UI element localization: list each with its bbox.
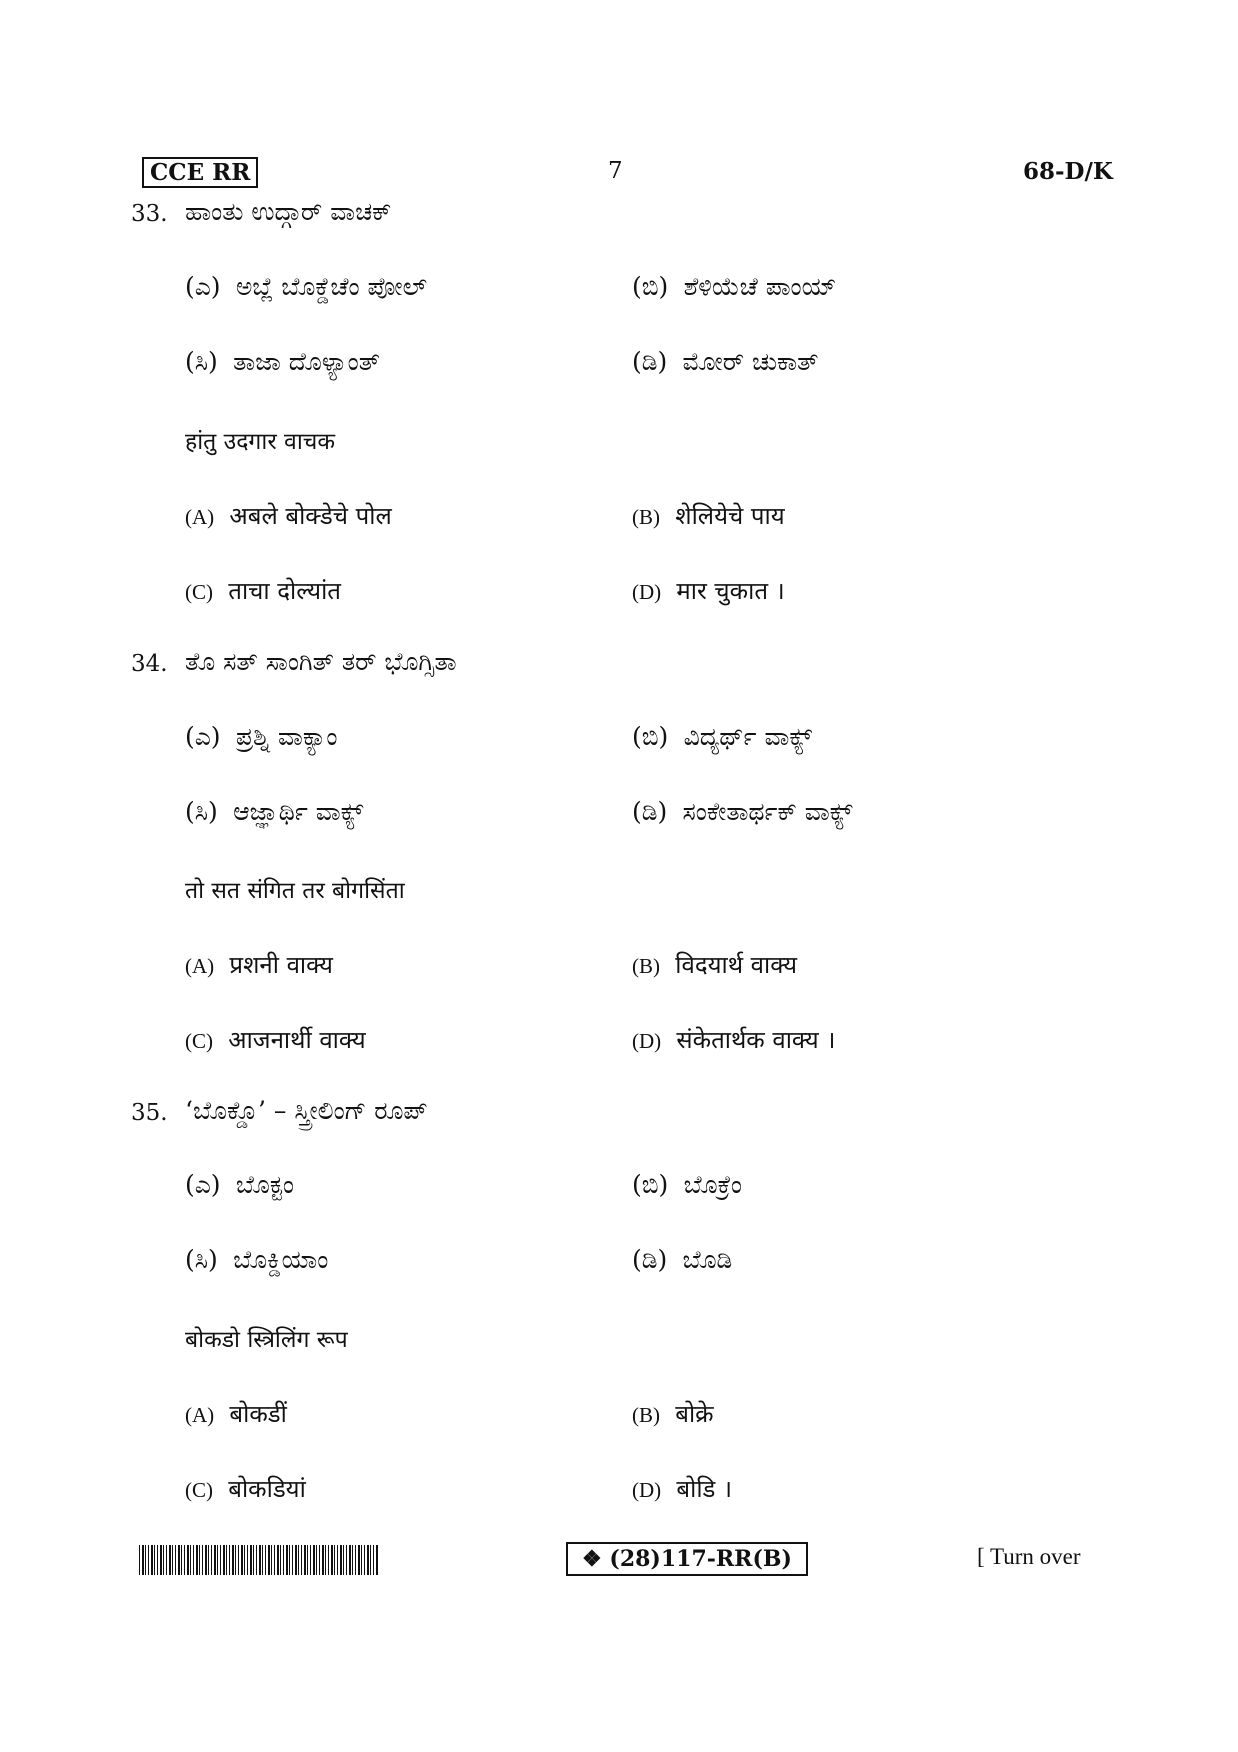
- header-box: CCE RR: [142, 157, 258, 188]
- option-hindi: (A) बोकडीं: [185, 1400, 287, 1428]
- option-hindi: (B) शेलियेचे पाय: [632, 502, 785, 530]
- turn-over-text: [ Turn over: [977, 1544, 1081, 1569]
- option-hindi: (D) संकेतार्थक वाक्य ।: [632, 1026, 836, 1054]
- option-hindi: (D) बोडि ।: [632, 1475, 733, 1503]
- question-number: 33.: [131, 201, 168, 227]
- option-hindi: (B) बोक्रे: [632, 1400, 714, 1428]
- question-stem-kannada: ತೊ ಸತ್ ಸಾಂಗಿತ್ ತರ್ ಭೊಗ್ಸಿತಾ: [185, 647, 457, 676]
- option-hindi: (A) अबले बोक्डेचे पोल: [185, 502, 392, 530]
- option-kannada: (ಸಿ) ತಾಜಾ ದೊಳ್ಯಾಂತ್: [185, 347, 381, 376]
- option-kannada: (ಎ) ಅಬ್ಲೆ ಬೊಕ್ಡೆಚೆಂ ಪೋಲ್: [185, 272, 427, 301]
- option-kannada: (ಡಿ) ಸಂಕೇತಾರ್ಥಕ್ ವಾಕ್ಯ್: [632, 797, 853, 826]
- barcode: [139, 1545, 379, 1575]
- page-number: 7: [608, 158, 623, 184]
- option-hindi: (C) बोकडियां: [185, 1475, 306, 1503]
- option-kannada: (ಬಿ) ಶೆಳಿಯೆಚೆ ಪಾಂಯ್: [632, 272, 837, 301]
- option-kannada: (ಡಿ) ಬೊಡಿ: [632, 1245, 733, 1274]
- paper-code: 68-D/K: [1023, 158, 1113, 185]
- question-stem-hindi: तो सत संगित तर बोगसिंता: [185, 878, 405, 904]
- question-number: 35.: [131, 1100, 168, 1126]
- option-hindi: (B) विदयार्थ वाक्य: [632, 951, 797, 979]
- option-kannada: (ಬಿ) ಬೊಕ್ರೆಂ: [632, 1170, 742, 1199]
- question-stem-hindi: बोकडो स्त्रिलिंग रूप: [185, 1327, 348, 1353]
- option-kannada: (ಎ) ಬೊಕ್ಟಂ: [185, 1170, 294, 1199]
- option-kannada: (ಬಿ) ವಿದ್ಯರ್ಥ್ ವಾಕ್ಯ್: [632, 722, 813, 751]
- question-stem-hindi: हांतु उदगार वाचक: [185, 429, 336, 455]
- option-kannada: (ಸಿ) ಆಜ್ಞಾರ್ಥಿ ವಾಕ್ಯ್: [185, 797, 364, 826]
- option-hindi: (A) प्रशनी वाक्य: [185, 951, 333, 979]
- option-hindi: (C) आजनार्थी वाक्य: [185, 1026, 366, 1054]
- question-number: 34.: [131, 651, 168, 677]
- question-stem-kannada: ‘ಬೊಕ್ಡೊ’ – ಸ್ತ್ರೀಲಿಂಗ್ ರೂಪ್: [185, 1096, 428, 1125]
- option-hindi: (D) मार चुकात ।: [632, 577, 785, 605]
- question-stem-kannada: ಹಾಂತು ಉದ್ಗಾರ್ ವಾಚಕ್: [185, 197, 392, 226]
- option-hindi: (C) ताचा दोल्यांत: [185, 577, 341, 605]
- option-kannada: (ಸಿ) ಬೊಕ್ಡಿಯಾಂ: [185, 1245, 329, 1274]
- footer-code-box: ❖ (28)117-RR(B): [566, 1542, 808, 1576]
- option-kannada: (ಎ) ಪ್ರಶ್ನಿ ವಾಕ್ಯಾಂ: [185, 722, 338, 751]
- diamond-icon: ❖: [582, 1546, 602, 1572]
- option-kannada: (ಡಿ) ಮೋರ್ ಚುಕಾತ್: [632, 347, 819, 376]
